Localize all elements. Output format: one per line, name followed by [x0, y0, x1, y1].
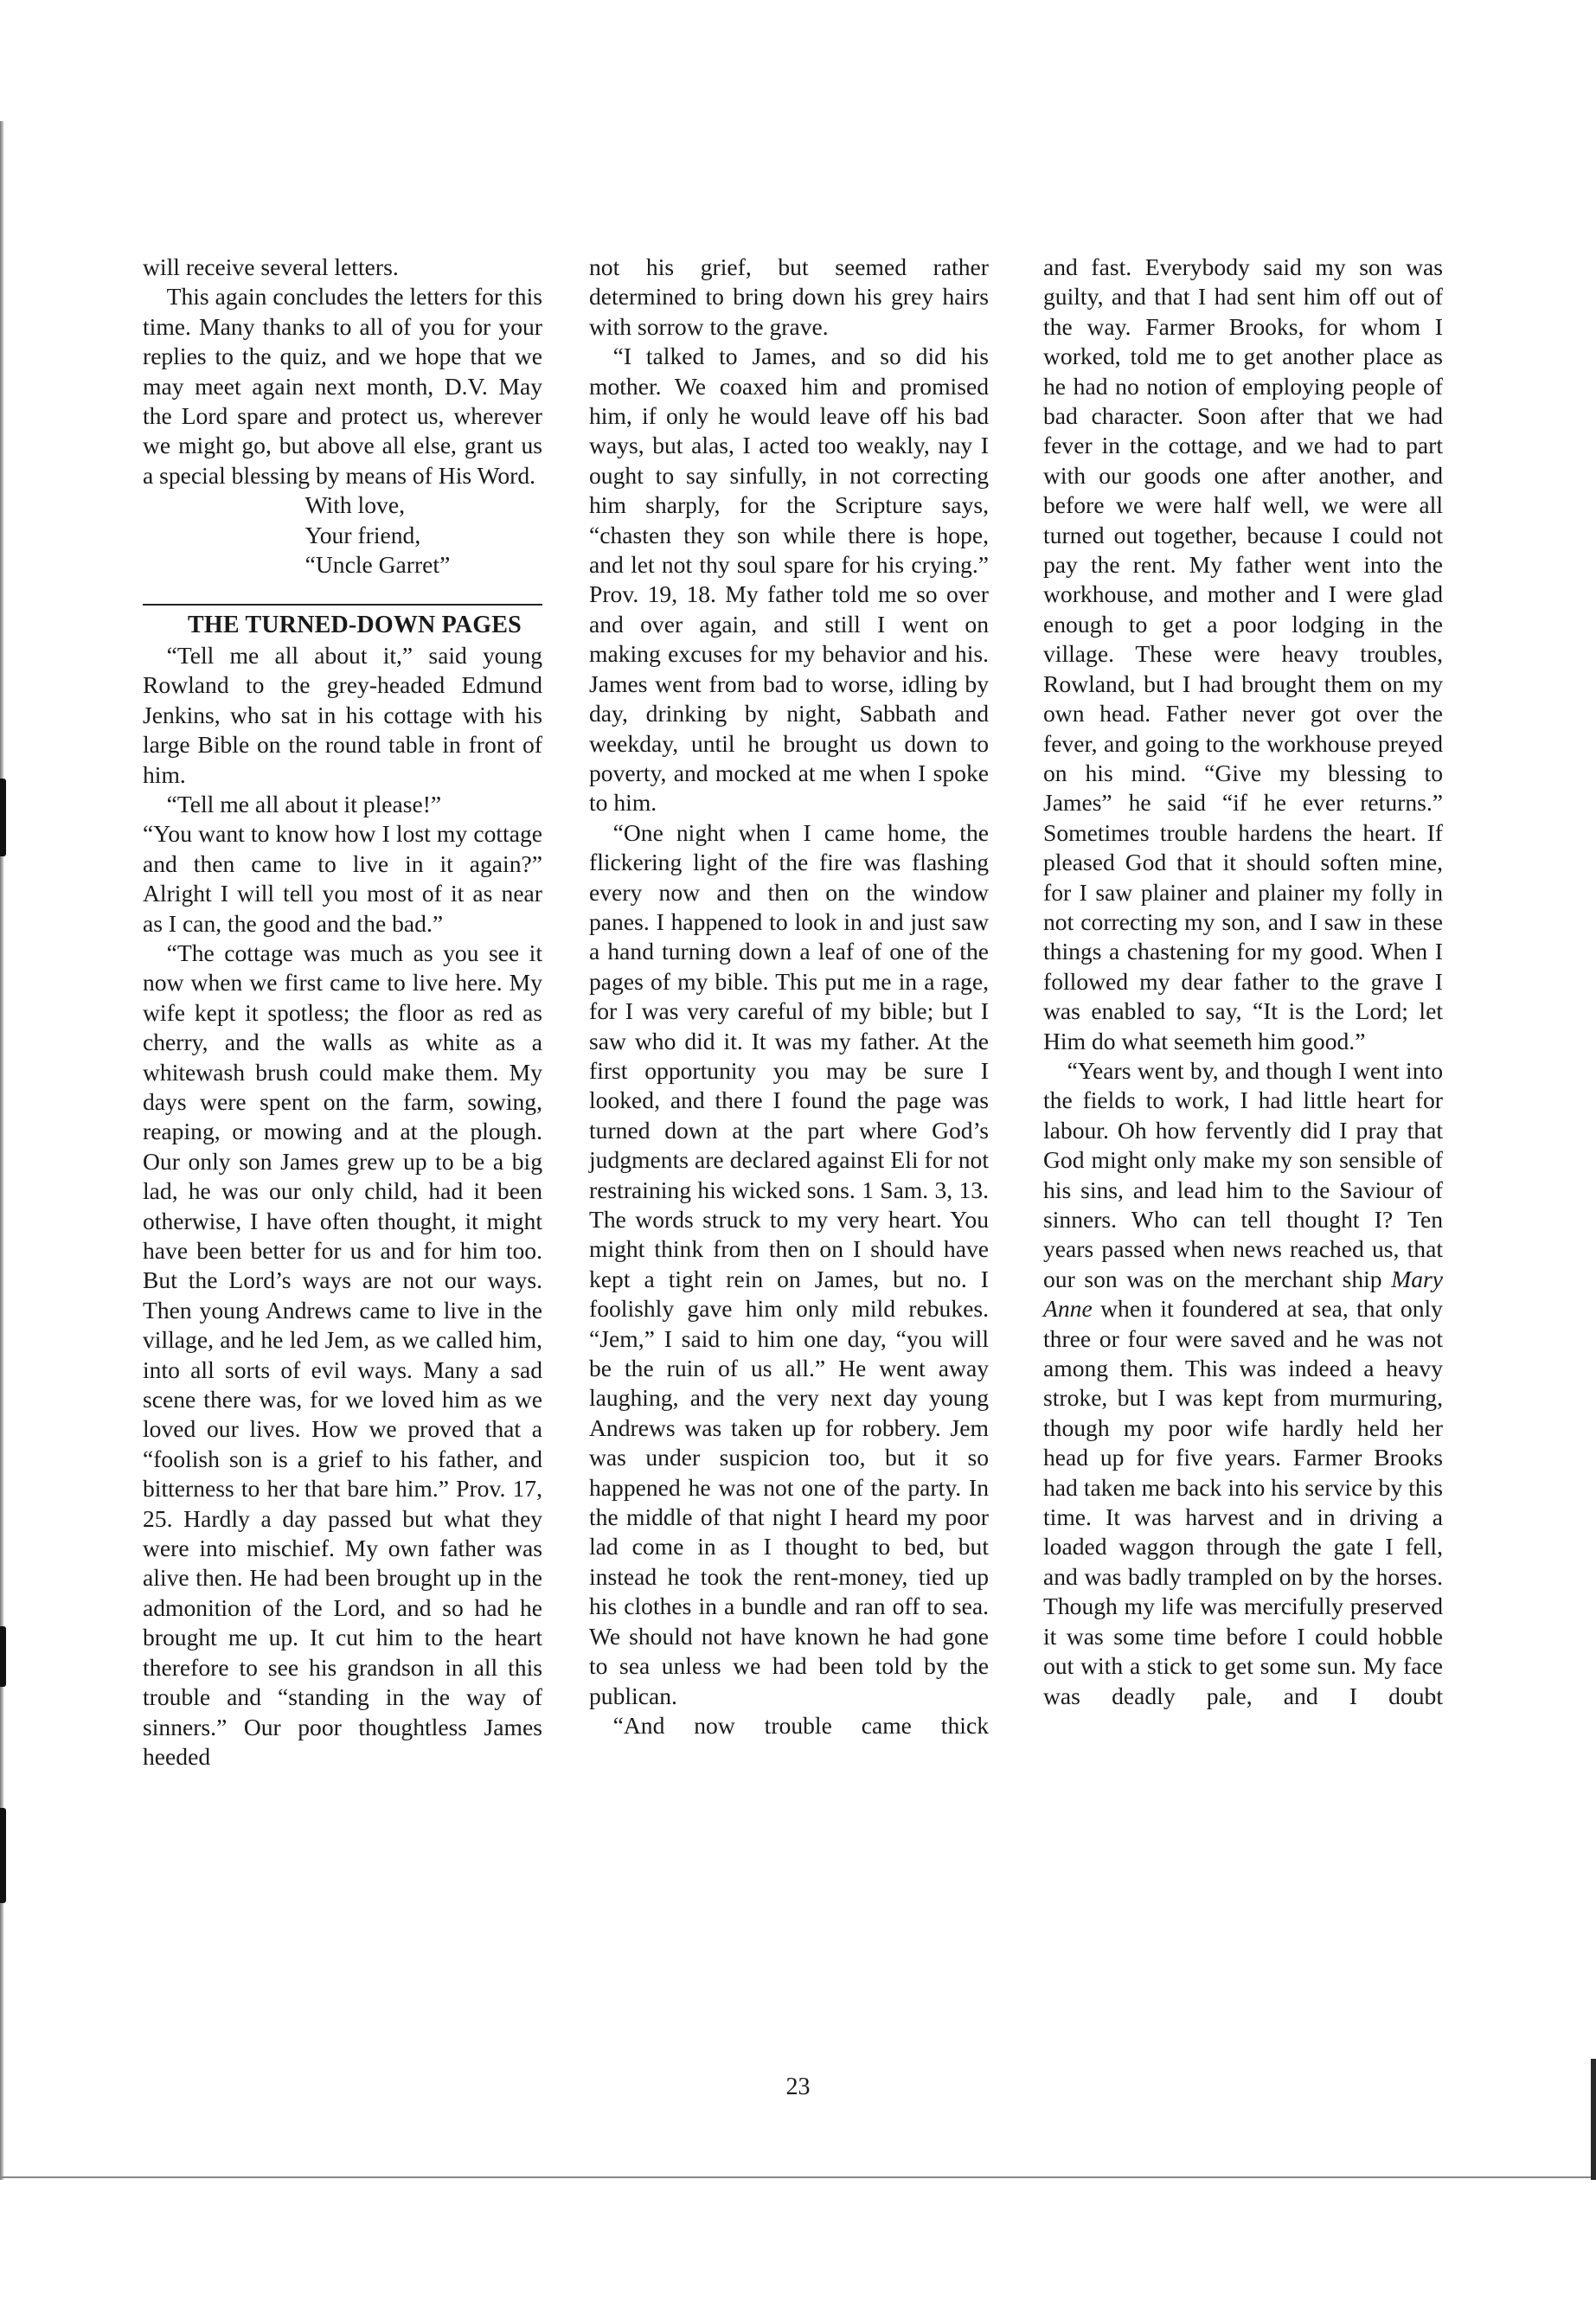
paragraph: “One night when I came home, the flickering light of the fire was flashing every now and then on the window panes. I happened to look in and just saw a hand turning down a leaf of one of the pages of my bible. This put me in a rage, for I was very careful of my bible; but I saw who did it. It was my father. At the first opportunity you may be sure I looked, and there I found the page was turned down at the part where God’s judgments are declared against Eli for not restraining his wicked sons. 1 Sam. 3, 13. The words struck to my very heart. You might think from then on I should have kept a tight rein on James, but no. I foolishly gave him only mild rebukes. “Jem,” I said to him one day, “you will be the ruin of us all.” He went away laughing, and the very next day young Andrews was taken up for robbery. Jem was under suspicion too, but it so happened he was not one of the party. In the middle of that night I heard my poor lad come in as I thought to bed, but instead he took the rent-money, tied up his clothes in a bundle and ran off to sea. We should not have known he had gone to sea unless we had been told by the publican.	[589, 818, 989, 1709]
paragraph: “And now trouble came thick	[612, 1711, 989, 1739]
paragraph-text: when it foundered at sea, that only three or four were saved and he was not among them. This was indeed a heavy stroke, but I was kept from murmuring, though my poor wife hardly held her head up for five years. Farmer Brooks had taken me back into his service by this time. It was harvest and in driving a loaded waggon through the gate I fell, and was badly trampled on by the horses. Though my life was mercifully preserved it was some time before I could hobble out with a stick to get some sun. My face was deadly pale, and I doubt	[1043, 1295, 1443, 1709]
scan-mark	[0, 779, 6, 856]
column-2	[589, 253, 989, 1740]
paragraph: “You want to know how I lost my cottage and then came to live in it again?” Alright I will tell you most of it as near as I can, the good and the bad.”	[143, 820, 542, 937]
paragraph: “I talked to James, and so did his mother. We coaxed him and promised him, if only he would leave off his bad ways, but alas, I acted too weakly, nay I ought to say sinfully, in not correcting him sharply, for the Scripture says, “chasten they son while there is hope, and let not thy soul spare for his crying.” Prov. 19, 18. My father told me so over and over again, and still I went on making excuses for my behavior and his. James went from bad to worse, idling by day, drinking by night, Sabbath and weekday, until he brought us down to poverty, and mocked at me when I spoke to him.	[589, 343, 989, 817]
signature-line: With love,	[304, 491, 405, 519]
paragraph: and fast. Everybody said my son was guilty, and that I had sent him off out of the way. Farmer Brooks, for whom I worked, told me to get another place as he had no notion of employing people of bad character. Soon after that we had fever in the cottage, and we had to part with our goods one after another, and before we were half well, we were all turned out together, because I could not pay the rent. My father went into the workhouse, and mother and I were glad enough to get a poor lodging in the village. These were heavy troubles, Rowland, but I had brought them on my own head. Father never got over the fever, and going to the workhouse preyed on his mind. “Give my blessing to James” he said “if he ever returns.” Sometimes trouble hardens the heart. If pleased God that it should soften mine, for I saw plainer and plainer my folly in not correcting my son, and I saw in these things a chastening for my good. When I followed my dear father to the grave I was enabled to say, “It is the Lord; let Him do what seemeth him good.”	[1043, 253, 1443, 1054]
signature-line: “Uncle Garret”	[304, 551, 451, 579]
column-1	[143, 253, 542, 1772]
paragraph	[1043, 1056, 1443, 1711]
paragraph: “The cottage was much as you see it now when we first came to live here. My wife kept it spotless; the floor as red as cherry, and the walls as white as a whitewash brush could make them. My days were spent on the farm, sowing, reaping, or mowing and at the plough. Our only son James grew up to be a big lad, he was our only child, had it been otherwise, I have often thought, it might have been better for us and for him too. But the Lord’s ways are not our ways. Then young Andrews came to live in the village, and he led Jem, as we called him, into all sorts of evil ways. Many a sad scene there was, for we loved him as we loved our lives. How we proved that a “foolish son is a grief to his father, and bitterness to her that bare him.” Prov. 17, 25. Hardly a day passed but what they were into mischief. My own father was alive then. He had been brought up in the admonition of the Lord, and so had he brought me up. It cut him to the heart therefore to see his grandson in all this trouble and “standing in the way of sinners.” Our poor thoughtless James heeded	[143, 939, 542, 1770]
paragraph: not his grief, but seemed rather determined to bring down his grey hairs with sorrow to the grave.	[589, 253, 989, 340]
scan-mark	[0, 1808, 6, 1903]
section-divider	[143, 604, 542, 606]
ship-name: Mary Anne	[1043, 1265, 1443, 1323]
paragraph: “Tell me all about it,” said young Rowland to the grey-headed Edmund Jenkins, who sat in his cottage with his large Bible on the round table in front of him.	[143, 641, 542, 788]
page-number: 23	[785, 2073, 811, 2100]
paragraph-text: “Years went by, and though I went into the fields to work, I had little heart for labour. Oh how fervently did I pray that God might only make my son sensible of his sins, and lead him to the Saviour of sinners. Who can tell thought I? Ten years passed when news reached us, that our son was on the merchant ship	[1043, 1056, 1443, 1292]
paragraph: This again concludes the letters for this time. Many thanks to all of you for your replies to the quiz, and we hope that we may meet again next month, D.V. May the Lord spare and protect us, wherever we might go, but above all else, grant us a special blessing by means of His Word.	[143, 283, 542, 489]
signature-line: Your friend,	[304, 521, 421, 548]
scan-edge-bottom	[0, 2176, 1596, 2178]
article-title: THE TURNED-DOWN PAGES	[188, 612, 522, 639]
paragraph: “Tell me all about it please!”	[166, 790, 442, 817]
column-3	[1043, 253, 1443, 1711]
paragraph: will receive several letters.	[143, 253, 399, 280]
scan-mark	[0, 1626, 6, 1687]
